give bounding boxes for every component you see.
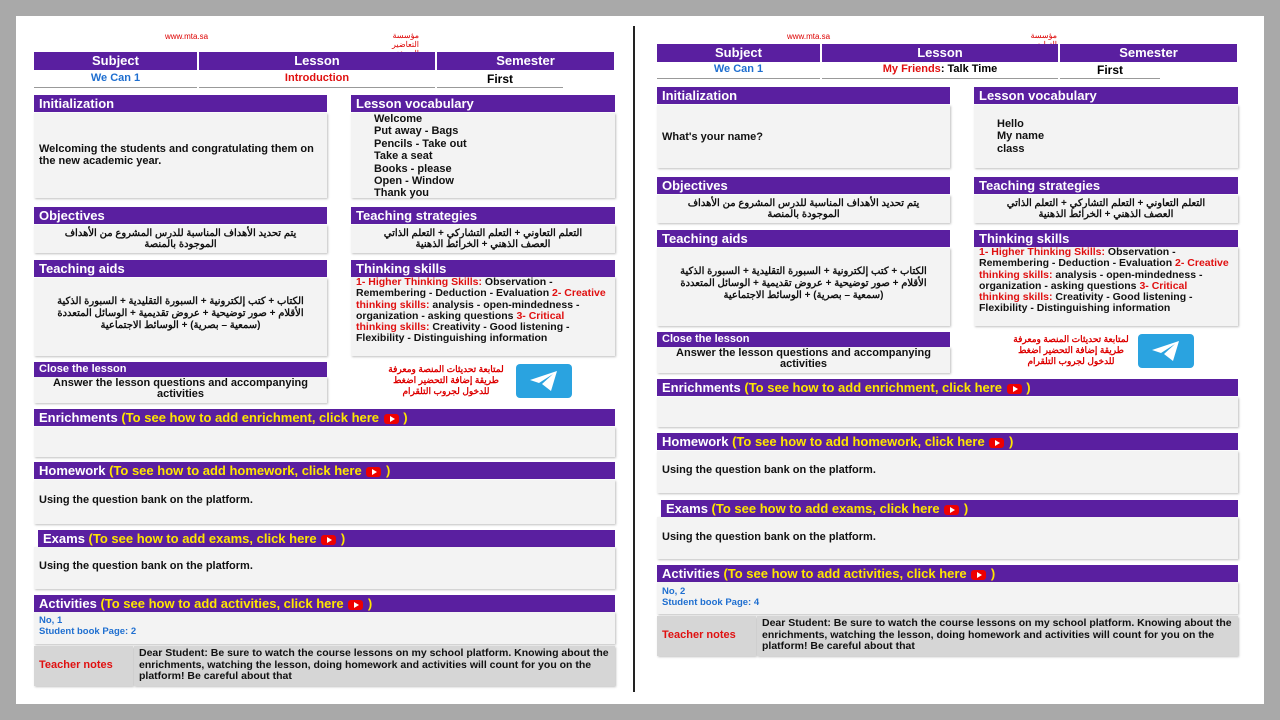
youtube-icon[interactable] xyxy=(321,535,336,545)
strategies-text: التعلم التعاوني + التعلم التشاركي + التعلم الذاتي العصف الذهني + الخرائط الذهنية xyxy=(974,195,1238,223)
vocab-item: Welcome xyxy=(374,113,423,125)
homework-header[interactable] xyxy=(34,462,615,479)
exams-close-paren: ) xyxy=(340,531,346,546)
close-lesson-text: Answer the lesson questions and accompanying activities xyxy=(657,347,950,373)
critical-skills-text: Creativity - Good listening - Flexibility - Distinguishing information xyxy=(979,291,1193,315)
youtube-icon[interactable] xyxy=(366,467,381,477)
subject-header: Subject xyxy=(34,52,197,70)
enrichments-title: Enrichments xyxy=(39,410,118,425)
higher-skills-text: Observation - Remembering - Deduction - Evaluation xyxy=(356,276,553,300)
site-url[interactable]: www.mta.sa xyxy=(787,32,831,41)
strategies-header: Teaching strategies xyxy=(351,207,615,224)
activities-content xyxy=(657,582,1238,614)
vocab-item: Open - Window xyxy=(374,175,454,188)
vocab-item: Books - please xyxy=(374,162,452,175)
creative-skills-text: analysis - open-mindedness - organization - asking questions xyxy=(979,268,1203,292)
vocab-item: My name xyxy=(997,130,1045,143)
activities-close-paren: ) xyxy=(367,596,373,611)
exams-header[interactable] xyxy=(38,530,615,547)
initialization-text: Welcoming the students and congratulating them on the new academic year. xyxy=(34,113,327,198)
strategies-header: Teaching strategies xyxy=(974,177,1238,194)
activity-page: Student book Page: 4 xyxy=(662,597,760,608)
close-lesson-header: Close the lesson xyxy=(657,332,950,347)
page-divider xyxy=(633,26,635,692)
objectives-header: Objectives xyxy=(657,177,950,194)
initialization-text: What's your name? xyxy=(657,105,950,168)
lesson-header: Lesson xyxy=(199,52,435,70)
telegram-button[interactable] xyxy=(516,364,572,398)
creative-skills-label: 2- Creative thinking skills: xyxy=(979,257,1229,281)
enrichments-header[interactable] xyxy=(34,409,615,426)
initialization-header: Initialization xyxy=(657,87,950,104)
homework-title: Homework xyxy=(39,463,106,478)
enrichments-content xyxy=(657,397,1238,427)
activities-content xyxy=(34,612,615,644)
homework-link[interactable]: (To see how to add homework, click here xyxy=(109,463,362,478)
homework-close-paren: ) xyxy=(385,463,391,478)
subject-value: We Can 1 xyxy=(34,72,197,88)
initialization-header: Initialization xyxy=(34,95,327,112)
semester-header: Semester xyxy=(437,52,614,70)
thinking-skills-header: Thinking skills xyxy=(974,230,1238,247)
lesson-header: Lesson xyxy=(822,44,1058,62)
vocab-item: Take a seat xyxy=(374,150,433,163)
higher-skills-label: 1- Higher Thinking Skills: xyxy=(979,246,1106,258)
semester-value: First xyxy=(1060,63,1160,79)
site-name: مؤسسة التعاضير xyxy=(391,31,419,49)
enrichments-close-paren: ) xyxy=(1026,380,1031,395)
strategies-text: التعلم التعاوني + التعلم التشاركي + التعلم الذاتي العصف الذهني + الخرائط الذهنية xyxy=(351,225,615,253)
subject-header: Subject xyxy=(657,44,820,62)
youtube-icon[interactable] xyxy=(1007,384,1022,394)
site-url[interactable]: www.mta.sa xyxy=(165,32,209,41)
lesson-value xyxy=(822,63,1058,79)
vocab-item: Pencils - Take out xyxy=(374,137,467,150)
thinking-skills-text xyxy=(351,277,615,356)
teaching-aids-header: Teaching aids xyxy=(657,230,950,247)
subject-value: We Can 1 xyxy=(657,63,820,79)
homework-text: Using the question bank on the platform. xyxy=(34,480,615,524)
vocab-item: Thank you xyxy=(374,187,430,200)
activity-number: No, 1 xyxy=(39,615,63,626)
teaching-aids-text: الكتاب + كتب إلكترونية + السبورة التقليدية + السبورة الذكية الأقلام + صور توضيحية + عروض تقديمية + الوسائل المتعددة (سمعية – بصرية) + الوسائط الاجتماعية xyxy=(34,278,327,356)
higher-skills-text: Observation - Remembering - Deduction - Evaluation xyxy=(979,246,1176,270)
exams-link[interactable]: (To see how to add exams, click here xyxy=(711,501,940,516)
exams-header[interactable] xyxy=(661,500,1238,517)
homework-title: Homework xyxy=(662,434,729,449)
activities-header[interactable] xyxy=(657,565,1238,582)
vocab-item: class xyxy=(997,142,1025,155)
youtube-icon[interactable] xyxy=(971,570,986,580)
telegram-icon xyxy=(1151,340,1181,362)
telegram-button[interactable] xyxy=(1138,334,1194,368)
lesson-title: My Friends xyxy=(882,63,941,75)
exams-text: Using the question bank on the platform. xyxy=(657,517,1238,559)
close-lesson-text: Answer the lesson questions and accompanying activities xyxy=(34,377,327,403)
exams-close-paren: ) xyxy=(963,501,969,516)
objectives-text: يتم تحديد الأهداف المناسبة للدرس المشروع من الأهداف الموجودة بالمنصة xyxy=(34,225,327,253)
critical-skills-label: 3- Critical thinking skills: xyxy=(979,279,1188,304)
semester-value: First xyxy=(437,72,563,88)
activities-close-paren: ) xyxy=(990,566,996,581)
vocabulary-list xyxy=(974,105,1238,168)
teaching-aids-text: الكتاب + كتب إلكترونية + السبورة التقليدية + السبورة الذكية الأقلام + صور توضيحية + عروض تقديمية + الوسائل المتعددة (سمعية – بصرية) + الوسائط الاجتماعية xyxy=(657,248,950,326)
higher-skills-label: 1- Higher Thinking Skills: xyxy=(356,276,483,288)
vocabulary-header: Lesson vocabulary xyxy=(351,95,615,112)
youtube-icon[interactable] xyxy=(348,600,363,610)
activities-title: Activities xyxy=(662,566,720,581)
vocab-item: Put away - Bags xyxy=(374,125,459,138)
telegram-text[interactable]: لمتابعة تحديثات المنصة ومعرفة طريقة إضافة التحضير اضغط للدخول لجروب التلقرام xyxy=(388,364,504,396)
enrichments-title: Enrichments xyxy=(662,380,741,395)
youtube-icon[interactable] xyxy=(989,438,1004,448)
teacher-notes-label: Teacher notes xyxy=(34,646,133,686)
semester-header: Semester xyxy=(1060,44,1237,62)
vocabulary-header: Lesson vocabulary xyxy=(974,87,1238,104)
youtube-icon[interactable] xyxy=(384,414,399,424)
exams-link[interactable]: (To see how to add exams, click here xyxy=(88,531,317,546)
homework-link[interactable]: (To see how to add homework, click here xyxy=(732,434,985,449)
creative-skills-text: analysis - open-mindedness - organization - asking questions xyxy=(356,298,580,322)
homework-text: Using the question bank on the platform. xyxy=(657,451,1238,493)
exams-text: Using the question bank on the platform. xyxy=(34,547,615,589)
objectives-text: يتم تحديد الأهداف المناسبة للدرس المشروع من الأهداف الموجودة بالمنصة xyxy=(657,195,950,223)
vocab-item: Hello xyxy=(997,118,1024,130)
site-name: مؤسسة xyxy=(1030,31,1057,40)
enrichments-content xyxy=(34,427,615,457)
thinking-skills-header: Thinking skills xyxy=(351,260,615,277)
exams-title: Exams xyxy=(43,531,85,546)
enrichments-link[interactable]: (To see how to add enrichment, click here xyxy=(744,380,1003,395)
critical-skills-label: 3- Critical thinking skills: xyxy=(356,309,565,334)
activity-number: No, 2 xyxy=(662,586,686,597)
teacher-notes-label: Teacher notes xyxy=(657,616,756,656)
thinking-skills-text xyxy=(974,247,1238,326)
enrichments-link[interactable]: (To see how to add enrichment, click here xyxy=(121,410,380,425)
homework-header[interactable] xyxy=(657,433,1238,450)
activities-link[interactable]: (To see how to add activities, click here xyxy=(723,566,967,581)
objectives-header: Objectives xyxy=(34,207,327,224)
close-lesson-header: Close the lesson xyxy=(34,362,327,377)
creative-skills-label: 2- Creative thinking skills: xyxy=(356,287,606,311)
telegram-icon xyxy=(529,370,559,392)
teacher-notes-text: Dear Student: Be sure to watch the course lessons on my school platform. Knowing about the enrichments, watching the lesson, doing homework and activities will count for you on the platform! Be careful about that xyxy=(757,616,1238,656)
exams-title: Exams xyxy=(666,501,708,516)
telegram-text[interactable]: لمتابعة تحديثات المنصة ومعرفة طريقة إضافة التحضير اضغط للدخول لجروب التلقرام xyxy=(1013,334,1129,366)
homework-close-paren: ) xyxy=(1008,434,1014,449)
critical-skills-text: Creativity - Good listening - Flexibility - Distinguishing information xyxy=(356,321,570,345)
activities-header[interactable] xyxy=(34,595,615,612)
lesson-subtitle: : Talk Time xyxy=(940,63,998,75)
enrichments-close-paren: ) xyxy=(403,410,408,425)
lesson-value: Introduction xyxy=(199,72,435,88)
activities-link[interactable]: (To see how to add activities, click here xyxy=(100,596,344,611)
teaching-aids-header: Teaching aids xyxy=(34,260,327,277)
teacher-notes-text: Dear Student: Be sure to watch the course lessons on my school platform. Knowing about the enrichments, watching the lesson, doing homework and activities will count for you on the platform! Be careful about that xyxy=(134,646,615,686)
activities-title: Activities xyxy=(39,596,97,611)
enrichments-header[interactable] xyxy=(657,379,1238,396)
youtube-icon[interactable] xyxy=(944,505,959,515)
vocabulary-list xyxy=(351,113,615,198)
activity-page: Student book Page: 2 xyxy=(39,626,137,637)
